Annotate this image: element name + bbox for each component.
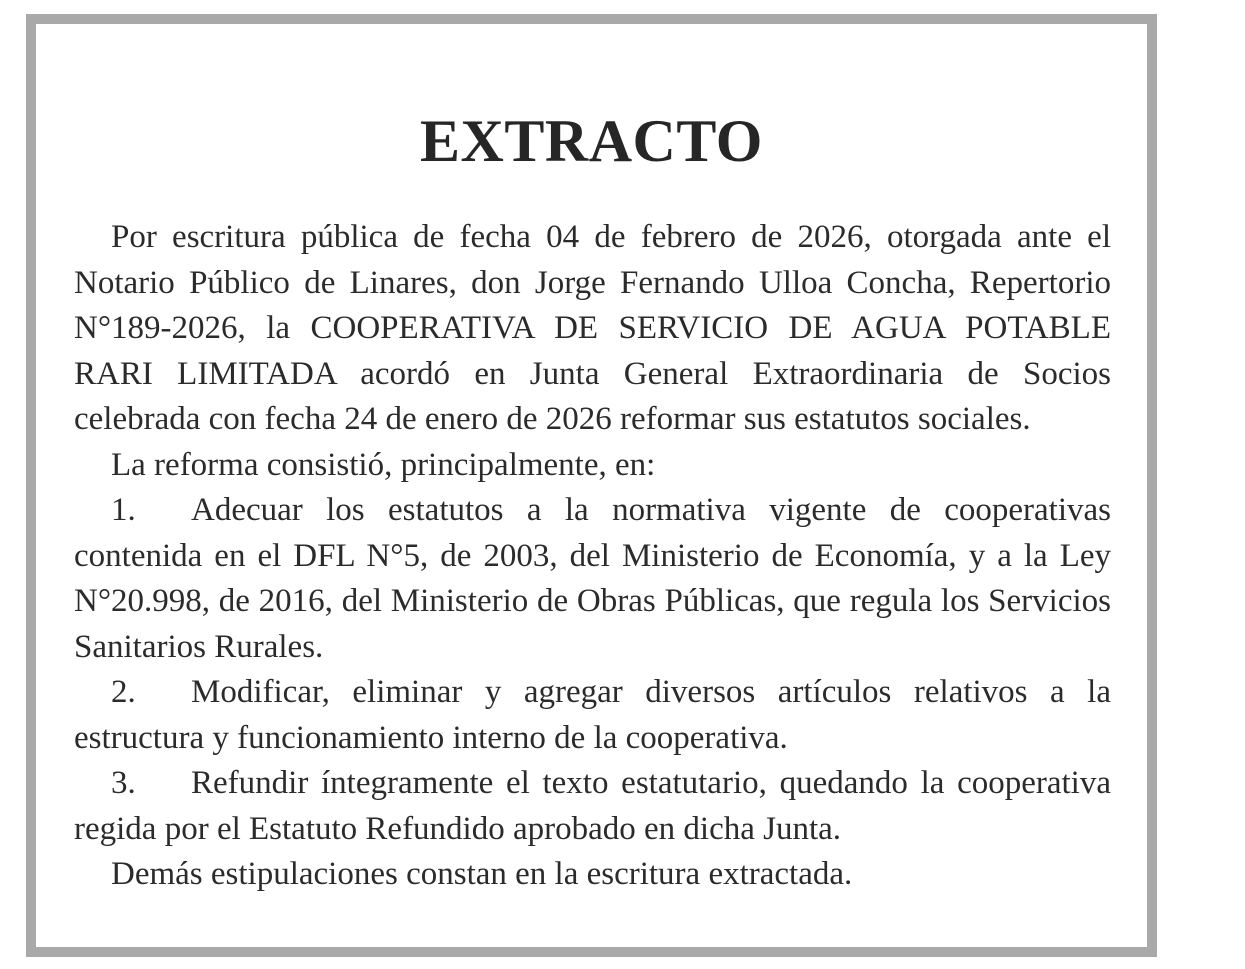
list-item — [74, 761, 1111, 852]
list-item-number: 3. — [111, 765, 136, 801]
list-item — [74, 488, 1111, 670]
closing-paragraph: Demás estipulaciones constan en la escritura extractada. — [111, 856, 853, 892]
notice-frame — [26, 14, 1157, 957]
notice-body — [74, 215, 1111, 898]
notice-title: EXTRACTO — [420, 108, 763, 174]
list-item-text: Adecuar los estatutos a la normativa vigente de cooperativas contenida en el DFL N°5, de 2003, del Ministerio de Economía, y a la Ley N°20.998, de 2016, del Ministerio de Obras Públicas, que regula los Servicios Sanitarios Rurales. — [74, 492, 1111, 665]
list-item-number: 1. — [111, 492, 136, 528]
list-item-text: Modificar, eliminar y agregar diversos artículos relativos a la estructura y funcionamiento interno de la cooperativa. — [74, 674, 1111, 756]
intro-paragraph: Por escritura pública de fecha 04 de febrero de 2026, otorgada ante el Notario Público de Linares, don Jorge Fernando Ulloa Concha, Repertorio N°189-2026, la COOPERATIVA DE SERVICIO DE AGUA POTABLE RARI LIMITADA acordó en Junta General Extraordinaria de Socios celebrada con fecha 24 de enero de 2026 reformar sus estatutos sociales. — [74, 219, 1111, 437]
list-item — [74, 670, 1111, 761]
reform-intro-paragraph: La reforma consistió, principalmente, en: — [111, 446, 656, 483]
list-item-number: 2. — [111, 674, 136, 710]
list-item-text: Refundir íntegramente el texto estatutario, quedando la cooperativa regida por el Estatuto Refundido aprobado en dicha Junta. — [74, 765, 1111, 847]
